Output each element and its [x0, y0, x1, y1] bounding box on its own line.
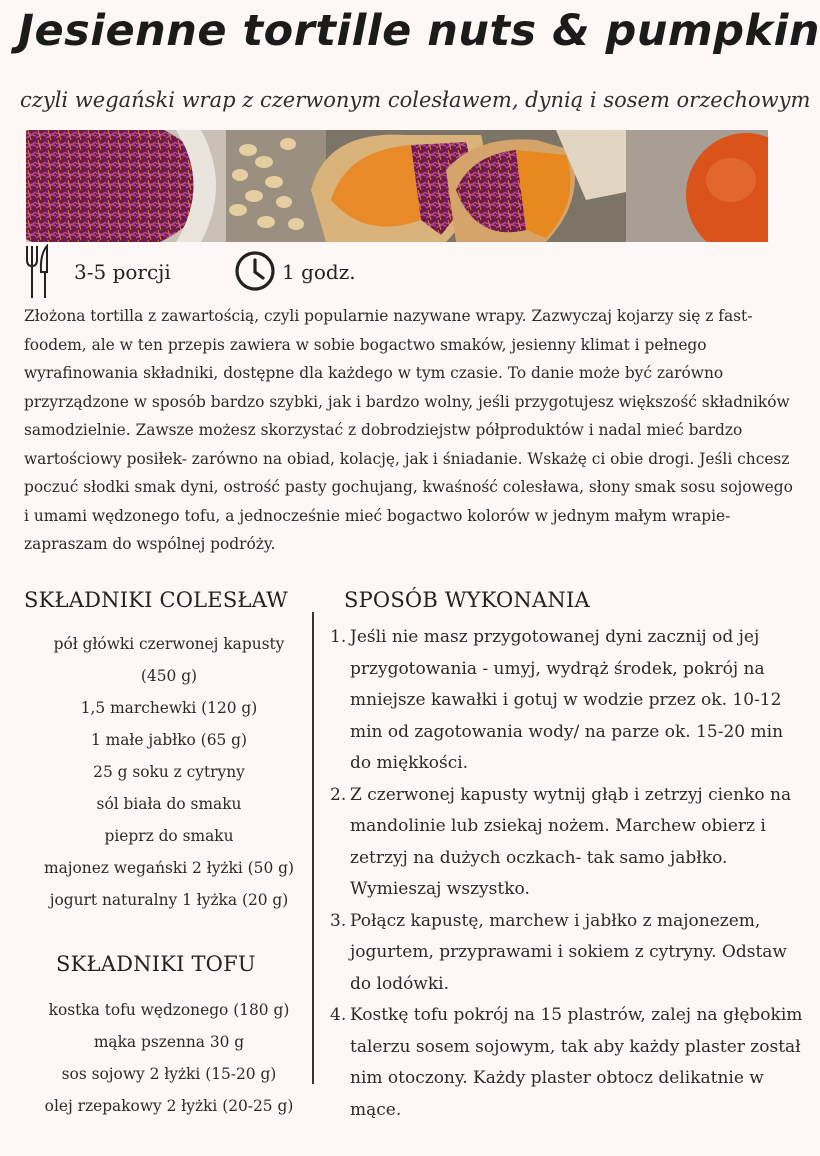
- list-item: (450 g): [140, 667, 198, 685]
- step-text: Z czerwonej kapusty wytnij głąb i zetrzyj cienko na mandolinie lub zsiekaj nożem. Marchew obierz i zetrzyj na dużych oczkach- tak samo jabłko. Wymieszaj wszystko.: [350, 784, 792, 899]
- list-item: mąka pszenna 30 g: [93, 1033, 245, 1051]
- list-item: majonez wegański 2 łyżki (50 g): [43, 859, 295, 877]
- page-subtitle: czyli wegański wrap z czerwonym colesławem, dynią i sosem orzechowym: [20, 88, 811, 112]
- page-title: Jesienne tortille nuts & pumpkin: [18, 6, 820, 56]
- list-item: sól biała do smaku: [96, 795, 242, 813]
- list-item: [330, 780, 804, 906]
- tofu-heading: SKŁADNIKI TOFU: [56, 952, 256, 976]
- coleslaw-ingredients-list: [24, 628, 314, 916]
- step-text: Połącz kapustę, marchew i jabłko z majonezem, jogurtem, przyprawami i sokiem z cytryny. Odstaw do lodówki.: [350, 910, 787, 994]
- step-number: 2.: [330, 784, 347, 805]
- list-item: 1 małe jabłko (65 g): [90, 731, 248, 749]
- coleslaw-heading: SKŁADNIKI COLESŁAW: [24, 588, 288, 612]
- list-item: 25 g soku z cytryny: [93, 763, 245, 781]
- list-item: [330, 622, 804, 780]
- step-text: Kostkę tofu pokrój na 15 plastrów, zalej na głębokim talerzu sosem sojowym, tak aby każdy plaster został nim otoczony. Każdy plaster obtocz delikatnie w mące.: [350, 1005, 803, 1120]
- step-text: Jeśli nie masz przygotowanej dyni zacznij od jej przygotowania - umyj, wydrąż środek, pokrój na mniejsze kawałki i gotuj w wodzie przez ok. 10-12 min od zagotowania wody/ na parze ok. 15-20 min do miękkości.: [350, 627, 784, 773]
- list-item: sos sojowy 2 łyżki (15-20 g): [61, 1065, 277, 1083]
- step-number: 3.: [330, 910, 347, 931]
- list-item: kostka tofu wędzonego (180 g): [48, 1001, 290, 1019]
- list-item: [330, 1000, 804, 1126]
- step-number: 4.: [330, 1005, 347, 1025]
- method-heading: SPOSÓB WYKONANIA: [344, 588, 590, 612]
- fork-knife-icon: [24, 244, 52, 304]
- portions-text: 3-5 porcji: [74, 260, 171, 284]
- clock-icon: [234, 250, 276, 296]
- intro-paragraph: Złożona tortilla z zawartością, czyli popularnie nazywane wrapy. Zazwyczaj kojarzy się z fast-foodem, ale w ten przepis zawiera w sobie bogactwo smaków, jesienny klimat i pełnego wyrafinowania składniki, dostępne dla każdego w tym czasie. To danie może być zarówno przyrządzone w sposób bardzo szybki, jak i bardzo wolny, jeśli przygotujesz większość składników samodzielnie. Zawsze możesz skorzystać z dobrodziejstw półproduktów i nadal mieć bardzo wartościowy posiłek- zarówno na obiad, kolację, jak i śniadanie. Wskażę ci obie drogi. Jeśli chcesz poczuć słodki smak dyni, ostrość pasty gochujang, kwaśność colesława, słony smak sosu sojowego i umami wędzonego tofu, a jednocześnie mieć bogactwo kolorów w jednym małym wrapie- zapraszam do wspólnej podróży.: [24, 307, 793, 553]
- step-number: 1.: [330, 627, 347, 647]
- recipe-meta: [24, 244, 524, 300]
- list-item: pieprz do smaku: [104, 827, 234, 845]
- list-item: pół główki czerwonej kapusty: [53, 635, 285, 653]
- tofu-ingredients-list: [24, 994, 314, 1122]
- method-steps-list: [330, 622, 804, 1126]
- hero-photo: [26, 130, 768, 242]
- list-item: 1,5 marchewki (120 g): [80, 699, 258, 717]
- list-item: [330, 906, 804, 1001]
- time-text: 1 godz.: [282, 260, 356, 284]
- list-item: olej rzepakowy 2 łyżki (20-25 g): [44, 1097, 294, 1115]
- list-item: jogurt naturalny 1 łyżka (20 g): [49, 891, 289, 909]
